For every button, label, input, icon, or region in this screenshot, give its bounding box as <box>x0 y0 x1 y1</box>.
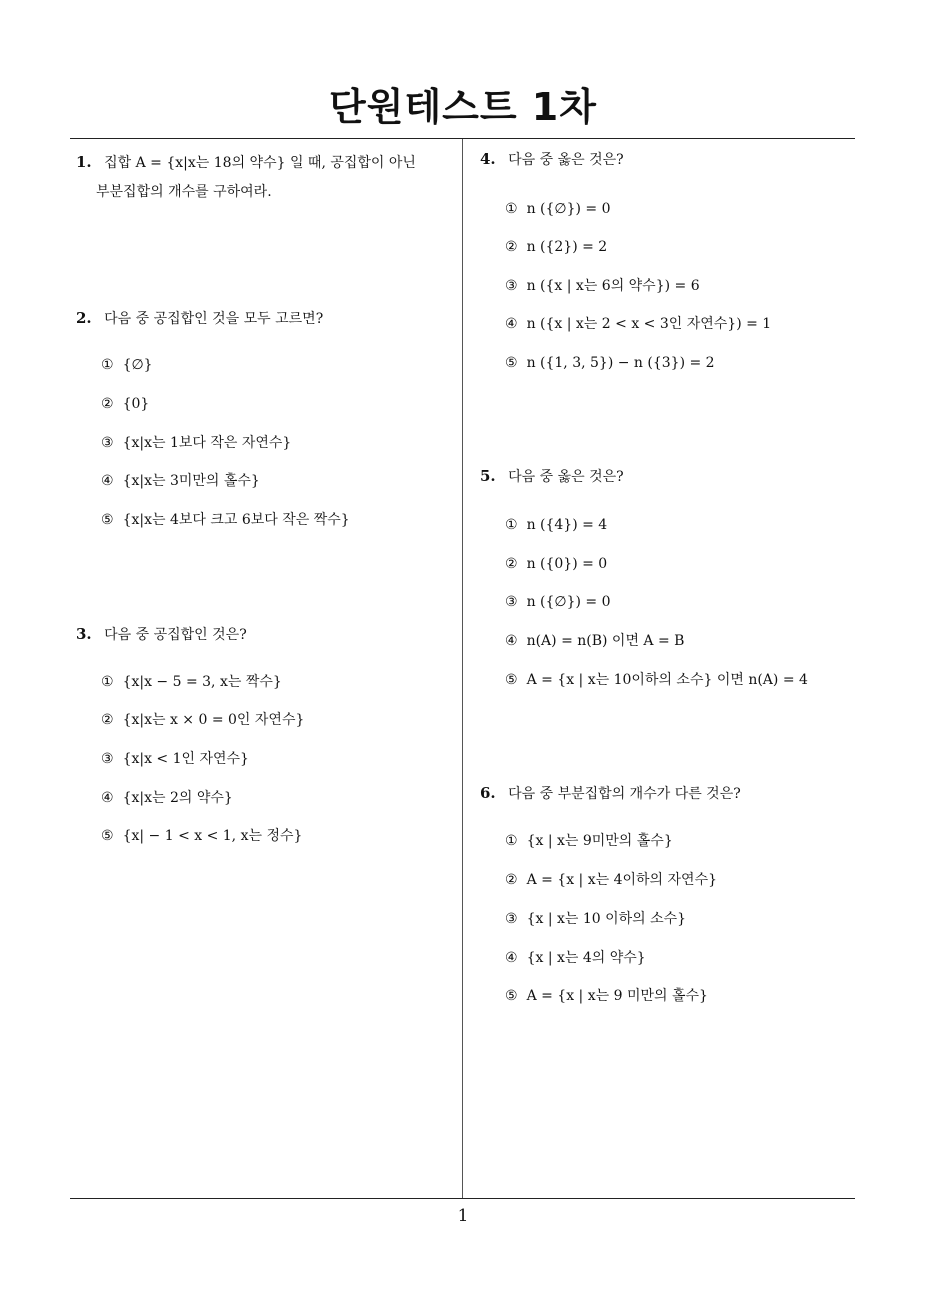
choice-marker: ② <box>505 239 518 255</box>
column-divider <box>462 139 463 1198</box>
choice-text: n ({2}) = 2 <box>526 239 608 255</box>
choice-marker: ③ <box>505 594 518 610</box>
choice-text: {x|x는 3미만의 홀수} <box>122 473 260 489</box>
choice-text: {x|x는 x × 0 = 0인 자연수} <box>122 712 305 728</box>
choice-text: {x| − 1 < x < 1, x는 정수} <box>122 828 303 844</box>
choice-item[interactable] <box>505 314 771 334</box>
choice-item[interactable] <box>505 554 607 574</box>
choice-item[interactable] <box>101 433 291 453</box>
choice-marker: ① <box>101 357 114 373</box>
choice-marker: ② <box>101 396 114 412</box>
choice-text: {x | x는 10 이하의 소수} <box>526 911 687 927</box>
choice-marker: ⑤ <box>101 828 114 844</box>
question-3 <box>76 620 462 650</box>
question-text: 다음 중 옳은 것은? <box>508 152 624 168</box>
choice-item[interactable] <box>101 355 153 375</box>
question-number: 5. <box>480 467 496 485</box>
choice-marker: ④ <box>505 316 518 332</box>
question-6 <box>480 779 866 809</box>
question-text: 다음 중 옳은 것은? <box>508 469 624 485</box>
choice-marker: ④ <box>505 633 518 649</box>
choice-item[interactable] <box>505 276 700 296</box>
question-number: 6. <box>480 784 496 802</box>
question-number: 1. <box>76 153 92 171</box>
question-5 <box>480 462 866 492</box>
choice-marker: ④ <box>505 950 518 966</box>
choice-text: n ({0}) = 0 <box>526 556 608 572</box>
choice-marker: ① <box>505 833 518 849</box>
choice-text: A = {x | x는 9 미만의 홀수} <box>526 988 708 1004</box>
choice-marker: ⑤ <box>505 988 518 1004</box>
choice-item[interactable] <box>101 471 260 491</box>
choice-item[interactable] <box>101 749 249 769</box>
choice-item[interactable] <box>505 353 715 373</box>
choice-marker: ⑤ <box>505 355 518 371</box>
choice-marker: ① <box>505 517 518 533</box>
question-number: 3. <box>76 625 92 643</box>
choice-marker: ① <box>505 201 518 217</box>
choice-text: n(A) = n(B) 이면 A = B <box>526 633 685 649</box>
choice-text: {x|x는 1보다 작은 자연수} <box>122 435 292 451</box>
choice-item[interactable] <box>505 199 611 219</box>
question-number: 4. <box>480 150 496 168</box>
question-number: 2. <box>76 309 92 327</box>
choice-item[interactable] <box>505 592 611 612</box>
choice-item[interactable] <box>505 237 607 257</box>
question-2 <box>76 304 462 334</box>
question-text: 다음 중 부분집합의 개수가 다른 것은? <box>508 786 741 802</box>
choice-item[interactable] <box>505 909 686 929</box>
choice-text: n ({∅}) = 0 <box>526 594 611 610</box>
question-text: 집합 A = {x|x는 18의 약수} 일 때, 공집합이 아닌 <box>104 155 416 171</box>
choice-item[interactable] <box>505 515 607 535</box>
choice-item[interactable] <box>101 672 282 692</box>
choice-text: n ({1, 3, 5}) − n ({3}) = 2 <box>526 355 715 371</box>
choice-text: {∅} <box>122 357 153 373</box>
question-text: 다음 중 공집합인 것을 모두 고르면? <box>104 311 324 327</box>
question-4 <box>480 145 866 175</box>
choice-text: {x | x는 9미만의 홀수} <box>526 833 673 849</box>
choice-text: {x|x − 5 = 3, x는 짝수} <box>122 674 282 690</box>
choice-text: A = {x | x는 10이하의 소수} 이면 n(A) = 4 <box>526 672 808 688</box>
choice-item[interactable] <box>101 510 350 530</box>
page-number: 1 <box>457 1206 469 1226</box>
choice-item[interactable] <box>101 826 302 846</box>
choice-text: A = {x | x는 4이하의 자연수} <box>526 872 718 888</box>
choice-marker: ② <box>505 872 518 888</box>
choice-item[interactable] <box>505 831 673 851</box>
choice-item[interactable] <box>101 788 233 808</box>
choice-text: {x|x < 1인 자연수} <box>122 751 249 767</box>
choice-item[interactable] <box>505 948 646 968</box>
choice-text: {x | x는 4의 약수} <box>526 950 646 966</box>
choice-text: {x|x는 4보다 크고 6보다 작은 짝수} <box>122 512 350 528</box>
choice-item[interactable] <box>101 394 149 414</box>
choice-text: {x|x는 2의 약수} <box>122 790 233 806</box>
choice-marker: ④ <box>101 473 114 489</box>
choice-text: n ({x | x는 6의 약수}) = 6 <box>526 278 700 294</box>
choice-item[interactable] <box>505 986 708 1006</box>
choice-marker: ② <box>505 556 518 572</box>
choice-marker: ③ <box>505 278 518 294</box>
footer-rule <box>70 1198 855 1199</box>
choice-marker: ③ <box>101 435 114 451</box>
choice-text: n ({4}) = 4 <box>526 517 608 533</box>
question-1 <box>76 148 462 207</box>
choice-marker: ① <box>101 674 114 690</box>
question-text: 다음 중 공집합인 것은? <box>104 627 247 643</box>
question-text-continued: 부분집합의 개수를 구하여라. <box>96 184 272 200</box>
choice-item[interactable] <box>101 710 304 730</box>
choice-item[interactable] <box>505 870 717 890</box>
choice-marker: ④ <box>101 790 114 806</box>
choice-marker: ⑤ <box>505 672 518 688</box>
choice-text: n ({∅}) = 0 <box>526 201 611 217</box>
choice-marker: ③ <box>101 751 114 767</box>
page-title: 단원테스트 1차 <box>329 85 597 129</box>
choice-marker: ⑤ <box>101 512 114 528</box>
choice-item[interactable] <box>505 631 684 651</box>
choice-text: n ({x | x는 2 < x < 3인 자연수}) = 1 <box>526 316 772 332</box>
choice-text: {0} <box>122 396 150 412</box>
choice-marker: ② <box>101 712 114 728</box>
choice-marker: ③ <box>505 911 518 927</box>
choice-item[interactable] <box>505 670 808 690</box>
